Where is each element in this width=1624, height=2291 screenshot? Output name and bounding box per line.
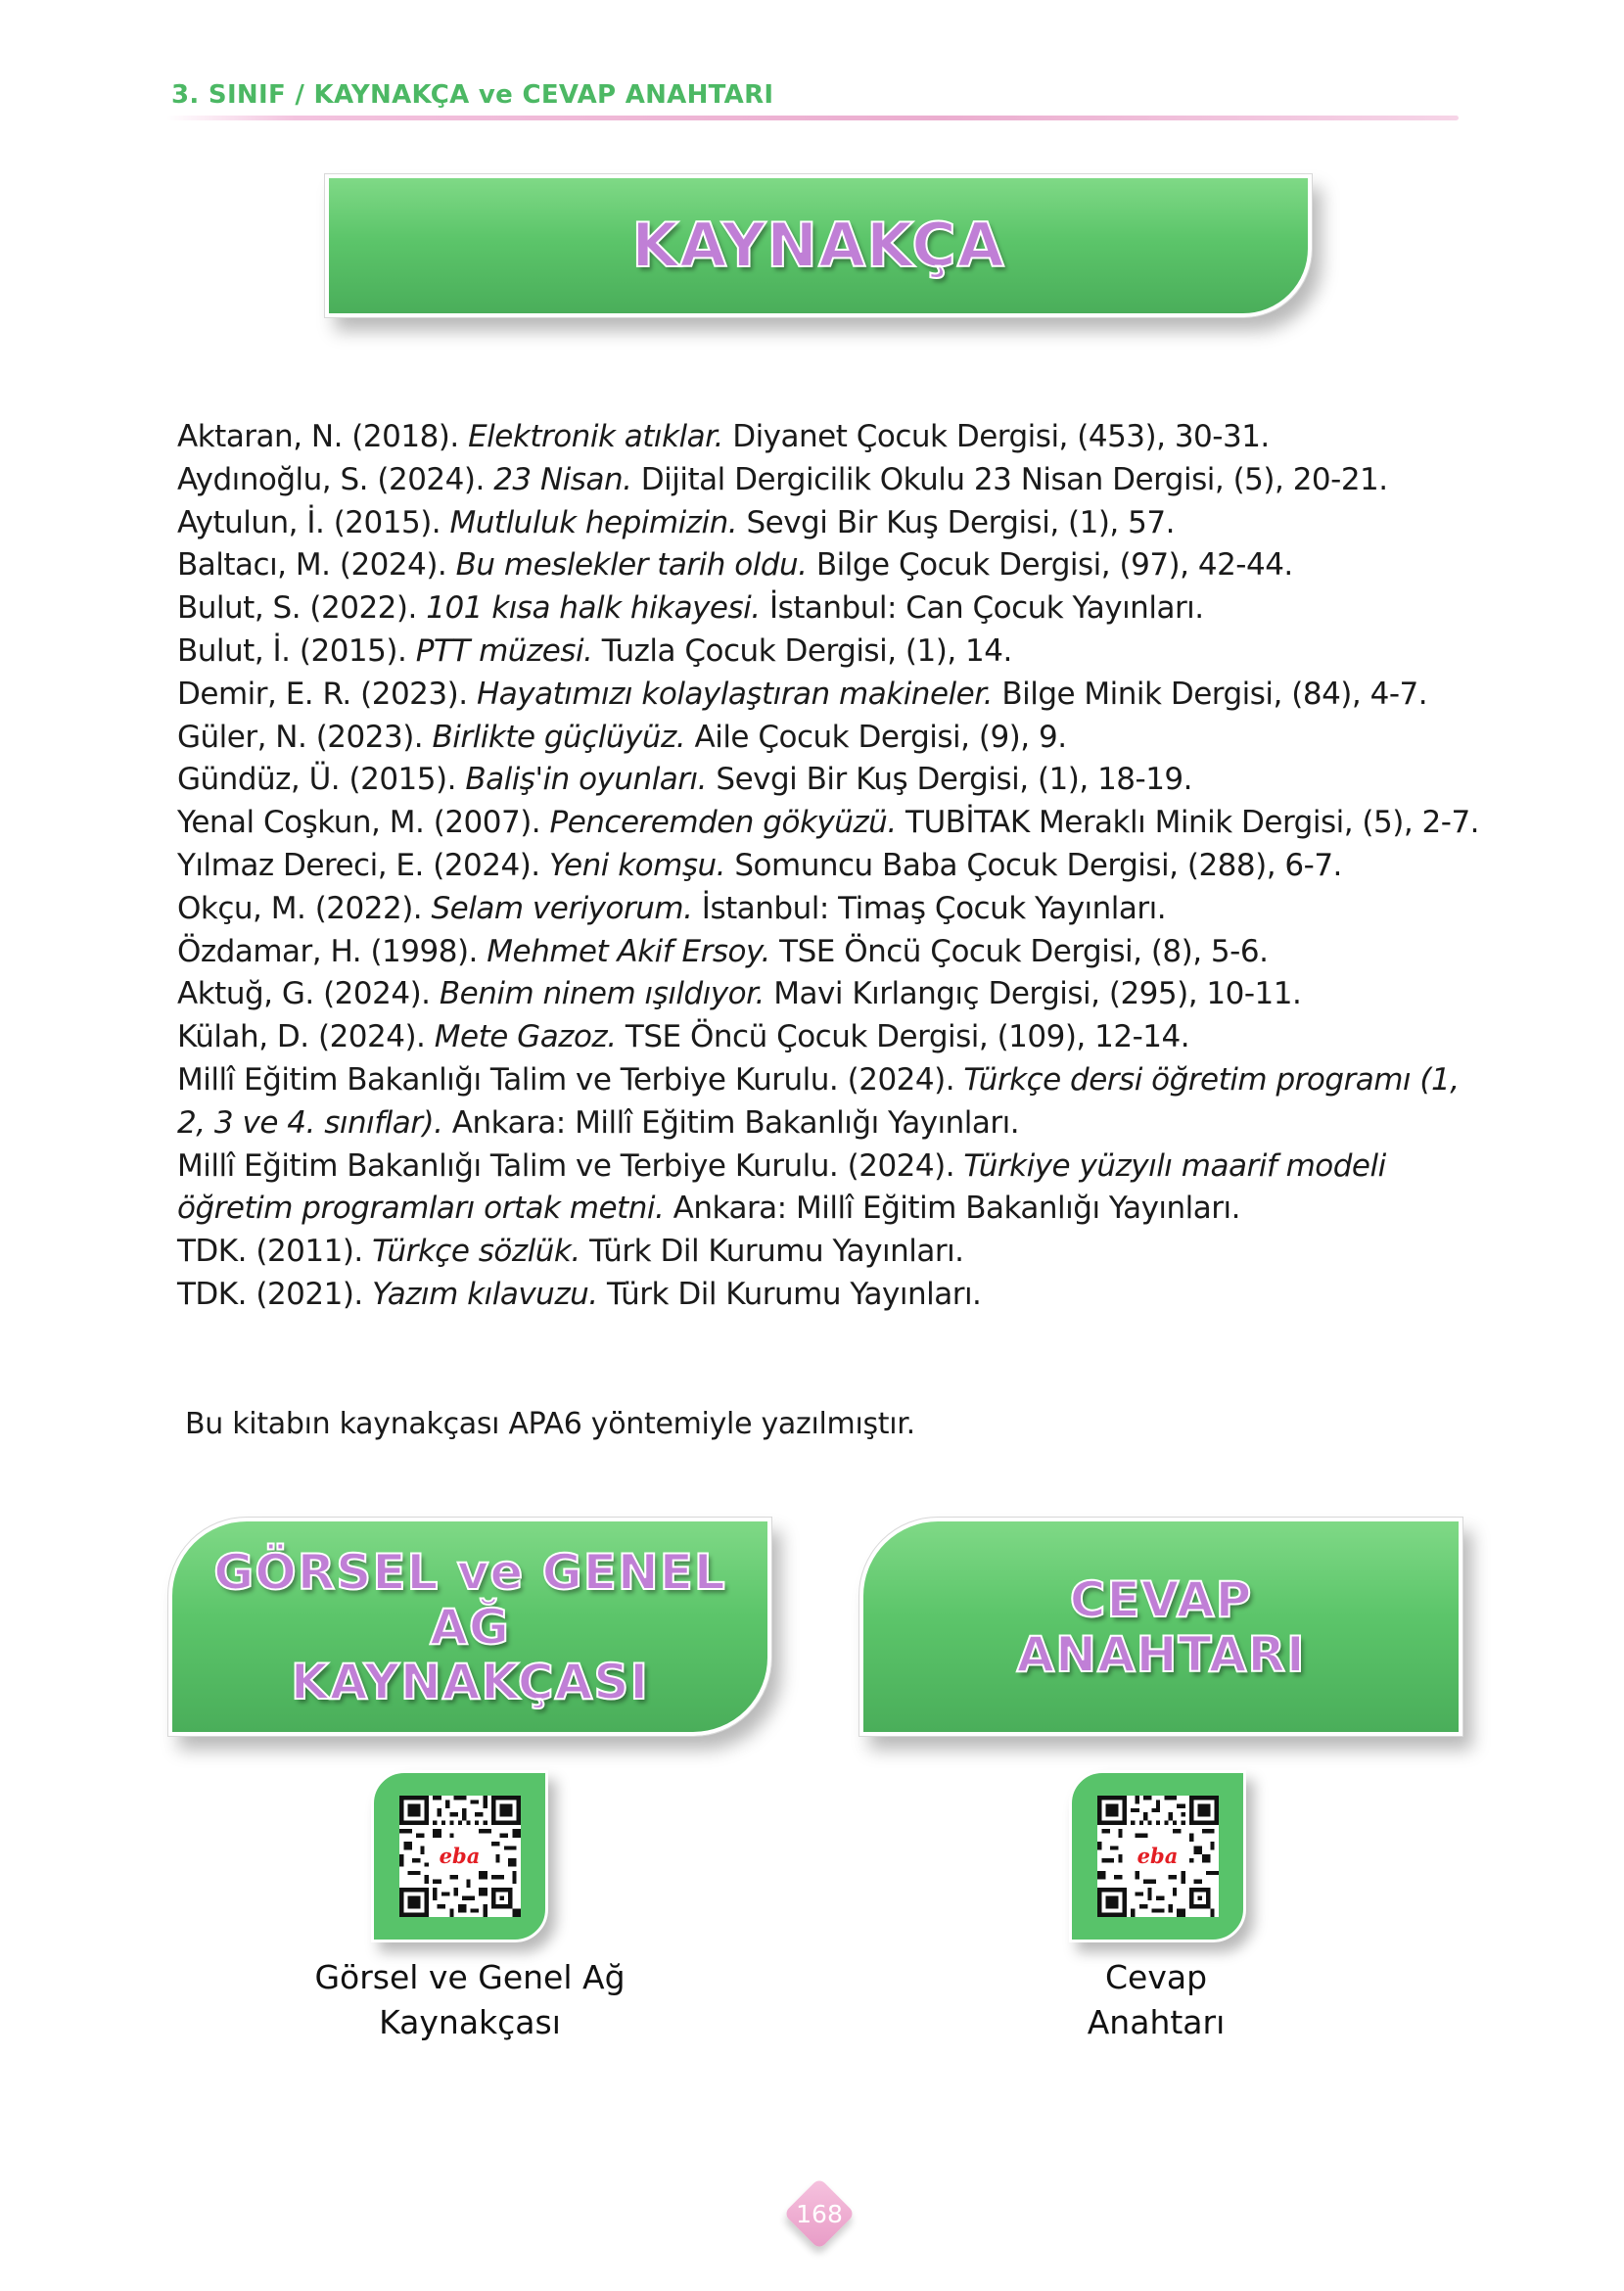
- cevap-banner-line1: CEVAP: [1069, 1570, 1253, 1628]
- reference-item: Özdamar, H. (1998). Mehmet Akif Ersoy. TSE Öncü Çocuk Dergisi, (8), 5-6.: [177, 933, 1269, 969]
- gorsel-banner-line2: KAYNAKÇASI: [291, 1653, 649, 1710]
- gorsel-banner-line1: GÖRSEL ve GENEL AĞ: [213, 1543, 726, 1656]
- reference-item: TDK. (2021). Yazım kılavuzu. Türk Dil Kurumu Yayınları.: [177, 1276, 982, 1312]
- page-number: 168: [796, 2199, 843, 2228]
- reference-item: Millî Eğitim Bakanlığı Talim ve Terbiye Kurulu. (2024). Türkiye yüzyılı maarif modeli öğretim programları ortak metni. Ankara: Millî Eğitim Bakanlığı Yayınları.: [177, 1147, 1386, 1227]
- reference-item: Aytulun, İ. (2015). Mutluluk hepimizin. Sevgi Bir Kuş Dergisi, (1), 57.: [177, 504, 1175, 540]
- qr-code-icon: [399, 1796, 521, 1917]
- reference-item: Yılmaz Dereci, E. (2024). Yeni komşu. Somuncu Baba Çocuk Dergisi, (288), 6-7.: [177, 847, 1342, 883]
- apa-note: Bu kitabın kaynakçası APA6 yöntemiyle yazılmıştır.: [185, 1407, 915, 1441]
- qr-code-gorsel-kaynakca[interactable]: [371, 1770, 548, 1942]
- reference-item: Aydınoğlu, S. (2024). 23 Nisan. Dijital Dergicilik Okulu 23 Nisan Dergisi, (5), 20-21.: [177, 461, 1388, 497]
- qr-code-cevap-anahtari[interactable]: [1069, 1770, 1246, 1942]
- qr-caption-gorsel-line1: Görsel ve Genel Ağ: [314, 1958, 626, 1996]
- page-number-badge: [784, 2178, 855, 2249]
- qr-caption-cevap: [960, 1955, 1352, 2045]
- cevap-anahtari-banner: [859, 1518, 1462, 1736]
- reference-item: Yenal Coşkun, M. (2007). Penceremden gökyüzü. TUBİTAK Meraklı Minik Dergisi, (5), 2-7.: [177, 805, 1480, 841]
- gorsel-kaynakca-banner: [168, 1518, 771, 1736]
- reference-item: Gündüz, Ü. (2015). Baliş'in oyunları. Sevgi Bir Kuş Dergisi, (1), 18-19.: [177, 762, 1192, 798]
- eba-logo: eba: [1130, 1841, 1186, 1870]
- reference-item: Baltacı, M. (2024). Bu meslekler tarih oldu. Bilge Çocuk Dergisi, (97), 42-44.: [177, 547, 1293, 584]
- reference-item: TDK. (2011). Türkçe sözlük. Türk Dil Kurumu Yayınları.: [177, 1234, 964, 1270]
- cevap-banner-line2: ANAHTARI: [1016, 1625, 1306, 1683]
- reference-item: Okçu, M. (2022). Selam veriyorum. İstanbul: Timaş Çocuk Yayınları.: [177, 890, 1167, 926]
- qr-code-icon: [1097, 1796, 1219, 1917]
- page-header-title: 3. SINIF / KAYNAKÇA ve CEVAP ANAHTARI: [171, 80, 774, 110]
- qr-caption-cevap-line2: Anahtarı: [1087, 2003, 1226, 2041]
- kaynakca-banner: [325, 174, 1312, 317]
- reference-item: Külah, D. (2024). Mete Gazoz. TSE Öncü Çocuk Dergisi, (109), 12-14.: [177, 1019, 1190, 1055]
- reference-item: Demir, E. R. (2023). Hayatımızı kolaylaştıran makineler. Bilge Minik Dergisi, (84), 4-7.: [177, 676, 1428, 712]
- qr-caption-cevap-line1: Cevap: [1104, 1958, 1208, 1996]
- reference-list: [177, 416, 1479, 1317]
- reference-item: Bulut, İ. (2015). PTT müzesi. Tuzla Çocuk Dergisi, (1), 14.: [177, 632, 1012, 669]
- kaynakca-banner-title: KAYNAKÇA: [631, 210, 1005, 282]
- reference-item: Aktaran, N. (2018). Elektronik atıklar. Diyanet Çocuk Dergisi, (453), 30-31.: [177, 419, 1270, 454]
- reference-item: Güler, N. (2023). Birlikte güçlüyüz. Aile Çocuk Dergisi, (9), 9.: [177, 719, 1067, 755]
- header-divider: [166, 116, 1459, 120]
- qr-caption-gorsel-line2: Kaynakçası: [379, 2003, 561, 2041]
- reference-item: Aktuğ, G. (2024). Benim ninem ışıldıyor. Mavi Kırlangıç Dergisi, (295), 10-11.: [177, 976, 1302, 1012]
- reference-item: Bulut, S. (2022). 101 kısa halk hikayesi. İstanbul: Can Çocuk Yayınları.: [177, 590, 1204, 627]
- eba-logo: eba: [432, 1841, 488, 1870]
- reference-item: Millî Eğitim Bakanlığı Talim ve Terbiye Kurulu. (2024). Türkçe dersi öğretim programı (1, 2, 3 ve 4. sınıflar). Ankara: Millî Eğitim Bakanlığı Yayınları.: [177, 1061, 1460, 1141]
- qr-caption-gorsel: [274, 1955, 666, 2045]
